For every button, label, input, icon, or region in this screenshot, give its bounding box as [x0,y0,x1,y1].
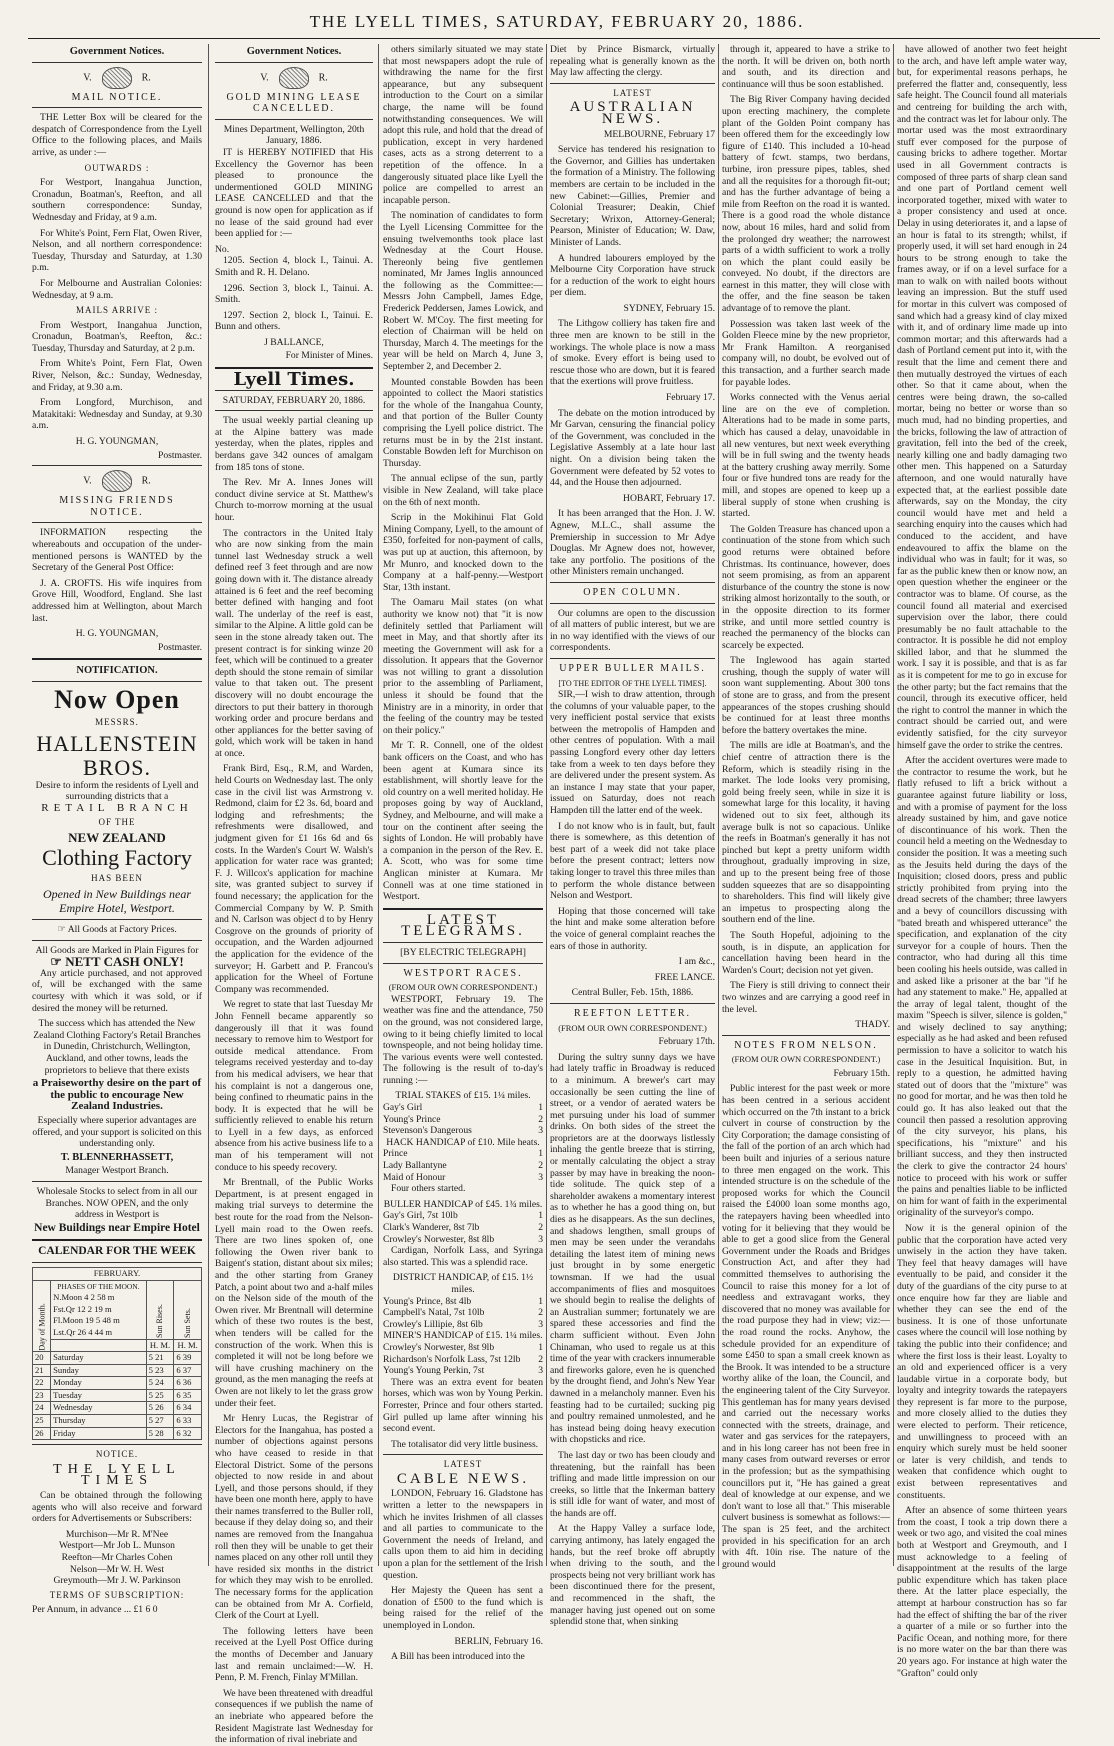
section-heading: Government Notices. [246,46,342,57]
calendar-row: 26 Friday 5 28 6 32 [33,1427,202,1440]
news-paragraph: The Inglewood has again started crushing, though the supply of water will soon want supplementing. About 300 tons of stone are to grass, and from the present appearances of the stopes crushing should be continued for at least three months before the battery overtakes the mine. [722,655,890,736]
race-result-row: Gay's Girl 1 [383,1102,543,1114]
moon-phase-row: N.Moon 4 2 58 m [53,1292,115,1303]
calendar-row: 25 Thursday 5 27 6 33 [33,1415,202,1428]
coat-of-arms-icon [102,67,132,89]
coat-of-arms-icon [279,67,309,89]
calendar-title: CALENDAR FOR THE WEEK [38,1245,196,1258]
column-5: through it, appeared to have a strike to the north. It will be driven on, both north and south, and its direction and continuance will thus be soon established. The Big River Company having decided upon erecting machinery, the complete plant of the Golden Point company has been offered them for the exceedingly low figure of £140. This included a 10-head battery of fcwt. stamps, two berdans, turbine, iron pressure pipes, tables, shed and all the requisites for a thorough fit-out; and has the further advantage of being a mile from Reefton on the road it is wanted. There is a good road the whole distance now, about 16 miles, hard and solid from the prolonged dry weather; the narrowest parts of a width sufficient to work a trolly on which the plant could easily be conveyed. No doubt, if the directors are earnest in this matter, they will close with the offer, and the fine season be taken advantage of to remove the plant. Possession was taken last week of the Golden Fleece mine by the new proprietor, Mr Frank Hamilton. A reorganised company will, no doubt, be evolved out of this transaction, and a further search made for payable lodes. Works connected with the Venus aerial line are on the eve of completion. Alterations had to be made in some parts, which has caused a delay, unavoidable in all new ventures, but next week everything will be in full swing and the twenty heads at the battery crushing away merrily. Some four or five hundred tons are ready for the mill, and stopes are opened to keep up a liberal supply of stone when crushing is started. The Golden Treasure has chanced upon a continuation of the stone from which such good returns were obtained before Christmas. Its continuance, however, does not seem promising, as from an apparent disturbance of the country the stone is now striking almost horizontally to the south, or in the opposite direction to its former strike, and until more settled country is reached the permanency of the blocks can scarcely be expected. The Inglewood has again started crushing, though the supply of water will soon want supplementing. About 300 tons of stone are to grass, and from the present appearances of the stopes crushing should be continued for at least three months before the battery overtakes the mine. The mills are idle at Boatman's, and the chief centre of attraction there is the Reform, which is steadily rising in the market. The lode looks very promising, gold being freely seen, while in size it is somewhat large for this locality, it having widened out to six feet, although its average bulk is not so capacious. Unlike the reefs in Boatman's generally it has not pinched but kept a pretty uniform width throughout, gradually improving in size, and up to the present being free of those sudden squeezes that are so disappointing to shareholders. This find will likely give an impetus to prospecting along the southern end of the line. The South Hopeful, adjoining to the south, is in dispute, an application for cancellation having been heard in the Warden's Court; decision not yet given. The Fiery is still driving to connect their two winzes and are carrying a good reef in the level. THADY. NOTES FROM NELSON. (FROM OUR OWN CORRESPONDENT.) February 15th. Public interest for the past week or more has been centred in a serious accident which occurred on the 7th instant to a brick culvert in course of construction by the City Corporation; the damage consisting of the fall of the portion of an arch which had been built and injuries of a serious nature to three men engaged on the work. This intended structure is on the schedule of the proposed works for which the Council raised the £4000 loan some months ago, the ratepayers having been wheedled into voting for it believing that they would be able to get a good slice from the General Government under the Roads and Bridges Construction Act, and after they had committed themselves to authorising the Council to raise this money for a lot of needless and extravagant works, they discovered that no money was available for the road purpose they had in view; viz:—the road round the rocks. Anyhow, the schedule provided for an expenditure of some £450 to span a small creek known as the Brook. It was intended to be a structure worthy alike of the loan, the Council, and the engineering talent of the City Surveyor. This gentleman has for many years devised and carried out the necessary works connected with the streets, drainage, and water and gas services for the ratepayers, and in his long career has not been free in many cases from outward reverses or error in the profession; but as the sympathising councillors put it, "He has gained a great deal of knowledge at our expense, and we don't want to lose all that." This miserable culvert business is somewhat as follows:—The span is 25 feet, and the architect provided in his specification for an arch with 4ft. 10in rise. The nature of the ground would [722,44,890,1570]
news-paragraph: through it, appeared to have a strike to the north. It will be driven on, both north and south, and its direction and continuance will thus be soon established. [722,44,890,90]
calendar-row: 22 Monday 5 24 6 36 [33,1377,202,1390]
missing-friends-title: MISSING FRIENDS NOTICE. [59,495,175,518]
signature: H. G. YOUNGMAN, [75,436,159,448]
editorial-paragraph: The usual weekly partial cleaning up at the Alpine battery was made yesterday, when the plates, ripples and berdans gave 342 ounces of amalgam from 185 tons of stone. [215,415,373,473]
column-1: Government Notices. V. R. MAIL NOTICE. THE Letter Box will be cleared for the despatch of Correspondence from the Lyell Office to the following places, and Mails arrive, as under :— OUTWARDS : For Westport, Inangahua Junction, Cronadun, Boatman's, Reefton, and all southern correspondence: Sunday, Wednesday and Friday, at 9 a.m. For White's Point, Fern Flat, Owen River, Nelson, and all northern correspondence: Tuesday, Thursday and Saturday, at 1.30 p.m. For Melbourne and Australian Colonies: Wednesday, at 9 a.m. MAILS ARRIVE : From Westport, Inangahua Junction, Cronadun, Boatman's, Reefton, &c.: Tuesday, Thursday and Saturday, at 2 p.m. From White's Point, Fern Flat, Owen River, Nelson, &c.: Sunday, Wednesday, and Friday, at 9.30 a.m. From Longford, Murchison, and Matakitaki: Wednesday and Sunday, at 9.30 a.m. H. G. YOUNGMAN, Postmaster. V. R. MISSING FRIENDS NOTICE. INFORMATION respecting the whereabouts and occupation of the under-mentioned persons is WANTED by the Secretary of the General Post Office: J. A. CROFTS. His wife inquires from Grove Hill, Woodford, England. She last addressed him at Wellington, about March last. H. G. YOUNGMAN, Postmaster. NOTIFICATION. Now Open MESSRS. HALLENSTEIN BROS. Desire to inform the residents of Lyell and surrounding districts that a RETAIL BRANCH OF THE NEW ZEALAND Clothing Factory HAS BEEN Opened in New Buildings near Empire Hotel, Westport. ☞ All Goods at Factory Prices. All Goods are Marked in Plain Figures for ☞ NETT CASH ONLY! Any article purchased, and not approved of, will be exchanged with the same courtesy with which it was sold, or if desired the money will be returned. The success which has attended the New Zealand Clothing Factory's Retail Branches in Dunedin, Christchurch, Wellington, Auckland, and other towns, leads the proprietors to believe that there exists a Praiseworthy desire on the part of the public to encourage New Zealand Industries. Especially where superior advantages are offered, and your support is solicited on this understanding only. T. BLENNERHASSETT, Manager Westport Branch. Wholesale Stocks to select from in all our Branches. NOW OPEN, and the only address in Westport is New Buildings near Empire Hotel CALENDAR FOR THE WEEK FEBRUARY. Day of Month. PHASES OF THE MOON. N.Moon 4 2 58 m Fst.Qr 12 2 19 m Fl.Moon 19 5 48 m Lst.Qr 26 4 44 m Sun Rises. Sun Sets. H. M. H. M. 20 Saturday 5 21 6 39 21 Sunday 5 23 6 37 22 Monday 5 24 6 36 23 Tuesday 5 25 6 35 24 Wednesday 5 26 6 34 25 Thursday 5 27 6 33 26 Friday 5 28 6 32 NOTICE. THE LYELL TIMES Can be obtained through the following agents who will also receive and forward orders for Advertisements or Subscribers: Murchison—Mr R. M'Nee Westport—Mr Job L. Munson Reefton—Mr Charles Cohen Nelson—Mr W. H. West Greymouth—Mr J. W. Parkinson TERMS OF SUBSCRIPTION: Per Annum, in advance ... £1 6 0 [32,46,202,1616]
race-result-row: Young's Prince, 8st 4lb 1 [383,1295,543,1307]
column-rule [208,44,209,1566]
calendar-row: 20 Saturday 5 21 6 39 [33,1352,202,1365]
lease-list [215,255,373,333]
race-result-row: Young's Young Perkin, 7st 3 [383,1365,543,1377]
race-result-row: Stevenson's Dangerous 3 [383,1125,543,1137]
calendar-table: FEBRUARY. Day of Month. PHASES OF THE MOON. N.Moon 4 2 58 m Fst.Qr 12 2 19 m Fl.Moon 19 5 48 m Lst.Qr 26 4 44 m Sun Rises. Sun Sets. H. M. H. M. 20 Saturday 5 21 6 39 21 Sunday 5 23 6 37 22 Monday 5 24 6 36 23 Tuesday 5 25 6 35 24 Wednesday 5 26 6 34 25 Thursday 5 27 6 33 26 Friday 5 28 6 32 [32,1267,202,1440]
news-paragraph: The South Hopeful, adjoining to the south, is in dispute, an application for cancellation having been heard in the Warden's Court; decision not yet given. [722,929,890,976]
australian-news-heading: AUSTRALIAN NEWS. [569,99,696,127]
calendar-row: 23 Tuesday 5 25 6 35 [33,1389,202,1402]
race-result-row: Richardson's Norfolk Lass, 7st 12lb 2 [383,1353,543,1365]
paper-title: Lyell Times. [233,369,355,391]
cable-news-heading: CABLE NEWS. [396,1470,530,1487]
advertiser-name: HALLENSTEIN BROS. [36,730,198,780]
race-result-row: Clark's Wanderer, 8st 7lb 2 [383,1222,543,1233]
news-paragraph: After an absence of some thirteen years from the coast, I took a trip down there a week or two ago, and visited the coal mines both at Westport and Greymouth, and I must acknowledge to a feeling of disappointment at the results of the large public expenditure which has taken place there. At the latter place especially, the attempt at harbour construction has so far had the effect of shifting the bar of the river a quarter of a mile or so further into the Pacific Ocean, and nothing more, for there is no more water on the bar than there was 20 years ago. For instance at high water the "Grafton" could only [897,1505,1067,1679]
pointing-hand-icon: ☞ [50,954,66,970]
letter-paragraph: SIR,—I wish to draw attention, through the columns of your valuable paper, to the very inefficient postal service that exists between the metropolis of Hampden and other centres of population. With a mail passing Longford every other day letters take from a week to ten days before they are delivered under the present system. As an instance I may state that your paper, issued on Saturday, does not reach Hampden till the latter end of the week. [550,689,715,817]
race-results [383,1148,543,1183]
pointing-hand-icon: ☞ [57,924,68,936]
agent-entry: Greymouth—Mr J. W. Parkinson [53,1575,181,1587]
news-paragraph: A hundred labourers employed by the Melbourne City Corporation have struck for a reduction of the work to eight hours per diem. [550,252,715,299]
letter-paragraphs [550,689,715,952]
royal-crest: V. R. [32,470,202,492]
editorial-paragraph: Frank Bird, Esq., R.M, and Warden, held Courts on Wednesday last. The only case in the civil list was Armstrong v. Redmond, claim for £2 3s. 6d, board and lodging and refreshments; the refreshments were disallowed, and judgment given for £1 16s 6d and 6s costs. In the Warden's Court W. Walsh's application for water race was granted; F. J. Willcox's application for machine site, was granted subject to survey if found necessary; the application for the Commercial Company by W. P. Smith and N. Carlson was object d to by Henry Cosgrove on the grounds of priority of occupation, and the Warden adjourned the application for the evidence of the surveyor; H. Garbett and P. Francou's application for the Wheel of Fortune Company was recommended. [215,763,373,995]
calendar-row: 24 Wednesday 5 26 6 34 [33,1402,202,1415]
moon-phases [53,1292,144,1338]
column-6 [897,44,1067,1679]
letter-paragraph: Hoping that those concerned will take the hint and make some alteration before the voice of general complaint reaches the ears of those in authority. [550,905,715,952]
news-paragraphs [550,144,715,299]
masthead-rule [28,38,1100,39]
mail-notice-text: THE Letter Box will be cleared for the despatch of Correspondence from the Lyell Office to the following places, and Mails arrive, as under :— [32,112,202,158]
column-rule [893,44,894,1566]
notes-from-nelson-heading: NOTES FROM NELSON. [734,1039,878,1051]
news-paragraph: Now it is the general opinion of the public that the corporation have acted very unwisely in the action they have taken. They feel that heavy damages will have eventually to be paid, and consider it the duty of the guardians of the city purse to at once enquire how far they are liable and whether they can see the end of the business. It is one of those unfortunate cases where the council will lose nothing by taking the public into their confidence; and where the first loss is their least. Loyalty to an old and experienced officer is a very laudable virtue in a corporate body, but loyalty and integrity towards the ratepayers they represent is far more to the purpose, and more closely allied to the duties they were elected to perform. Their reticence, and unwillingness to proceed with an enquiry which surely must be held sooner or later is very childish, and tends to weaken that confidence which ought to exist between representatives and constituents. [897,1222,1067,1501]
lyell-times-notice-title: THE LYELL TIMES [53,1461,181,1489]
moon-phase-row: Fst.Qr 12 2 19 m [53,1303,112,1314]
race-result-row: Young's Prince 2 [383,1113,543,1125]
race-results [383,1102,543,1137]
column-rule [718,44,719,1566]
mail-notice-title: MAIL NOTICE. [71,91,163,103]
notification-heading: NOTIFICATION. [76,665,158,677]
editorial-paragraph: We regret to state that last Tuesday Mr John Fennell became apparently so dangerously ill that it was found necessary to remove him to Westport for outside medical attendance. From telegrams received yesterday and to-day from his medical advisers, we hear that his complaint is not a dangerous one, being confined to rheumatic pains in the body. It is expected that he will be sufficiently relieved to enable his return to Lyell in a few days, as enforced absence from his active business life to a man of his temperament will not conduce to his speedy recovery. [215,999,373,1173]
news-paragraph: have allowed of another two feet height to the arch, and have left ample water way, but, for experimental reasons perhaps, he preferred the flatter and, consequently, less safe height. The Council found all materials and centreing for building the arch with, and the contract was let for labour only. The mortar used was the most extraordinary stuff ever composed for the purpose of causing bricks to adhere together. Mortar used in all Government contracts is composed of three parts of sharp clean sand and one part of Portland cement well incorporated together, mixed with water to a proper consistency and used at once. Delay in using deteriorates it, and a lapse of an hour is fatal to its strength; whilst, if properly used, it will set hard enough in 24 hours to be strong enough to take the frames away, or if on a level surface for a man to walk on with nailed boots without leaving an impression. But the stuff used for mortar in this culvert was composed of sand which had a greasy kind of clay mixed with it, and of ordinary lime made up into common mortar; and this afterwards had a dash of Portland cement put into it, with the result that the lime and cement there and then mutually destroyed the virtues of each other. So that it came about, when the centres were being drawn, the so-called mortar, being no better or worse than so much mud, had no binding properties, and the bricks, following the law of attraction of gravitation, fell into the bed of the creek, nearly killing one and badly damaging two other men. This happened on a Saturday afternoon, and one would naturally have expected that, at the earliest possible date afterwards, say on the Monday, the city council would have met and held a searching enquiry into the causes which had conduced to the accident, and have endeavoured to affix the blame on the individual who was in fault; for it was, so far as the public knew then or know now, an open question whether the engineer or the contractor was to blame. Of course, as the council found all material and exercised supervision over the labor, there could presumably be no fault attachable to the contractor. It is possible he did not employ skilled labor, and that he slummed the work. I say it is possible, and that is as far as it is competent for me to go in excuse for the other party; but the fact remains that the council, through its executive officer, held the right to control the manner in which the contract should be carried out, and were evidently satisfied, for the city surveyor himself gave the order to strike the centres. [897,44,1067,751]
column-2: Government Notices. V. R. GOLD MINING LEASE CANCELLED. Mines Department, Wellington, 20th January, 1886. IT is HEREBY NOTIFIED that His Excellency the Governor has been pleased to pronounce the undermentioned GOLD MINING LEASE CANCELLED and that the ground is now open for application as if no lease of the said ground had ever been applied for :— No. 1205. Section 4, block I., Tainui. A. Smith and R. H. Delano. 1296. Section 3, block I., Tainui. A. Smith. 1297. Section 2, block I., Tainui. E. Bunn and others. J BALLANCE, For Minister of Mines. Lyell Times. SATURDAY, FEBRUARY 20, 1886. The usual weekly partial cleaning up at the Alpine battery was made yesterday, when the plates, ripples and berdans gave 342 ounces of amalgam from 185 tons of stone. The Rev. Mr A. Innes Jones will conduct divine service at St. Matthew's Church to-morrow morning at the usual hour. The contractors in the United Italy who are now sinking from the main tunnel last Wednesday struck a well defined reef 3 feet through and are now going down with it. The distance already attained is 6 feet and the reef becoming better defined with hanging and foot wall. The underlay of the reef is east, similar to the Alpine. A little gold can be seen in the stone already taken out. The present contract is for sinking winze 20 feet, which will be continued to a greater depth should the stone remain of similar value to that taken out. The present discovery will no doubt encourage the directors to put their battery in thorough working order and procure berdans and other appliances for the better saving of gold, which work will be taken in hand at once. Frank Bird, Esq., R.M, and Warden, held Courts on Wednesday last. The only case in the civil list was Armstrong v. Redmond, claim for £2 3s. 6d, board and lodging and refreshments; the refreshments were disallowed, and judgment given for £1 16s 6d and 6s costs. In the Warden's Court W. Walsh's application for water race was granted; F. J. Willcox's application for machine site, was granted subject to survey if found necessary; the application for the Commercial Company by W. P. Smith and N. Carlson was object d to by Henry Cosgrove on the grounds of priority of occupation, and the Warden adjourned the application for the evidence of the surveyor; H. Garbett and P. Francou's application for the Wheel of Fortune Company was recommended. We regret to state that last Tuesday Mr John Fennell became apparently so dangerously ill that it was found necessary to remove him to Westport for outside medical attendance. From telegrams received yesterday and to-day from his medical advisers, we hear that his complaint is not a dangerous one, being confined to rheumatic pains in the body. It is expected that he will be sufficiently relieved to enable his return to Lyell in a few days, as enforced absence from his active business life to a man of his temperament will not conduce to his speedy recovery. Mr Brentnall, of the Public Works Department, is at present engaged in making trial surveys to determine the best route for the road from the Nelson-Lyell main road to the Owen reefs. There are two lines spoken of, one following the Owen river bank to Baigent's station, distant about six miles; and the other starting from Graney Patch, a point about two and a-half miles on the Nelson side of the mouth of the Owen river. Mr Brentnall will determine which of these two routes is the best, when tenders will be called for the construction of the work. When this is completed it will not be long before we will have crushing machinery on the ground, as the men managing the reefs at Owen are not likely to let the grass grow under their feet. Mr Henry Lucas, the Registrar of Electors for the Inangahua, has posted a number of objections against persons who have ceased to reside in that Electoral District. Some of the persons objected to now reside in and about Lyell, and those persons should, if they have been one month here, apply to have their names transferred to the Buller roll, because if they delay doing so, and their names are removed from the Inangahua roll then they will be unable to get their names placed on any other roll until they have resided six months in the district for which they may wish to be enrolled. The necessary forms for the application can be obtained from Mr A. Corfield, Clerk of the Court at Lyell. The following letters have been received at the Lyell Post Office during the months of December and January last and remain unclaimed:—W. H. Penn, P. M. French, Finlay M'Millan. We have been threatened with dreadful consequences if we publish the name of an inebriate who appeared before the Resident Magistrate last Wednesday for the information of rival inebriate and [215,46,373,1746]
news-paragraph: The mills are idle at Boatman's, and the chief centre of attraction there is the Reform, which is steadily rising in the market. The lode looks very promising, gold being freely seen, while in size it is somewhat large for this locality, it having widened out to six feet, although its average bulk is not so capacious. Unlike the reefs in Boatman's generally it has not pinched but kept a pretty uniform width throughout, gradually improving in size, and up to the present being free of those sudden squeezes that are so disappointing to shareholders. This find will likely give an impetus to prospecting along the southern end of the line. [722,740,890,926]
editorial-paragraph: The Oamaru Mail states (on what authority we know not) that "it is now definitely settled that Parliament will meet in May, and that shortly after its meeting the Government will ask for a dissolution. It appears that the Governor was not willing to grant a dissolution prior to the assembling of Parliament, unless it should be found that the Ministry are in a minority, in order that the feeling of the country may be tested on their policy." [383,597,543,736]
now-open-banner: Now Open [54,684,180,714]
editorial-paragraph: The annual eclipse of the sun, partly visible in New Zealand, will take place on the 6th of next month. [383,473,543,508]
agent-entry: Reefton—Mr Charles Cohen [61,1552,173,1563]
royal-crest: V. R. [215,67,373,89]
news-paragraph: Works connected with the Venus aerial line are on the eve of completion. Alterations had to be made in some parts, which has caused a delay, unavoidable in all new ventures, but next week everything will be in full swing and the twenty heads at the battery crushing away merrily. Some four or five hundred tons are ready for the mill, and stopes are opened to keep up a liberal supply of stone when crushing is started. [722,392,890,520]
news-paragraph: The Golden Treasure has chanced upon a continuation of the stone from which such good returns were obtained before Christmas. Its continuance, however, does not seem promising, as from an apparent disturbance of the country the stone is now striking almost horizontally to the south, or in the opposite direction to its former strike, and until more settled country is reached the permanency of the blocks can scarcely be expected. [722,523,890,651]
race-result-row: Campbell's Natal, 7st 10lb 2 [383,1307,543,1319]
agents-list [32,1529,202,1587]
news-paragraph: The Big River Company having decided upon erecting machinery, the complete plant of the Golden Point company has been offered them for the exceedingly low figure of £140. This included a 10-head battery of fcwt. stamps, two berdans, turbine, iron pressure pipes, tables, shed and all the requisites for a thorough fit-out; and has the further advantage of being a mile from Reefton on the road it is wanted. There is a good road the whole distance now, about 16 miles, hard and solid from the prolonged dry weather; the narrowest parts of a width sufficient to work a trolly on which the plant could easily be conveyed. No doubt, if the directors are earnest in this matter, they will close with the offer, and the fine season be taken advantage of to remove the plant. [722,94,890,315]
column-rule [546,44,547,1566]
agent-entry: Nelson—Mr W. H. West [69,1563,165,1575]
news-paragraphs [722,44,890,1015]
lease-entry: 1205. Section 4, block I., Tainui. A. Smith and R. H. Delano. [215,255,373,278]
news-paragraph: Service has tendered his resignation to the Governor, and Gillies has undertaken the formation of a Ministry. The following members are certain to be included in the new Cabinet:—Gillies, Premier and Colonial Treasurer; Deakin, Chief Secretary; Wrixon, Attorney-General; Pearson, Minister of Education; W. Daw, Minister of Lands. [550,144,715,248]
editorial-paragraph: We have been threatened with dreadful consequences if we publish the name of an inebriate who appeared before the Resident Magistrate last Wednesday for the information of rival inebriate and [215,1687,373,1746]
masthead: THE LYELL TIMES, SATURDAY, FEBRUARY 20, 1886. [309,12,805,31]
editorial-paragraph: The contractors in the United Italy who are now sinking from the main tunnel last Wednesday struck a well defined reef 3 feet through and are now going down with it. The distance already attained is 6 feet and the reef becoming better defined with hanging and foot wall. The underlay of the reef is east, similar to the Alpine. A little gold can be seen in the stone already taken out. The present contract is for sinking winze 20 feet, which will be continued to a greater depth should the stone remain of similar value to that taken out. The present discovery will no doubt encourage the directors to put their battery in thorough working order and procure berdans and other appliances for the better saving of gold, which work will be taken in hand at once. [215,527,373,759]
coat-of-arms-icon [102,470,132,492]
column-4: Diet by Prince Bismarck, virtually repealing what is generally known as the May law affecting the clergy. LATEST AUSTRALIAN NEWS. MELBOURNE, February 17 Service has tendered his resignation to the Governor, and Gillies has undertaken the formation of a Ministry. The following members are certain to be included in the new Cabinet:—Gillies, Premier and Colonial Treasurer; Deakin, Chief Secretary; Wrixon, Attorney-General; Pearson, Minister of Education; W. Daw, Minister of Lands. A hundred labourers employed by the Melbourne City Corporation have struck for a reduction of the work to eight hours per diem. SYDNEY, February 15. The Lithgow colliery has taken fire and three men are known to be still in the workings. The whole place is now a mass of smoke. Every effort is being used to rescue those who are down, but it is feared that the exertions will prove fruitless. February 17. The debate on the motion introduced by Mr Garvan, censuring the financial policy of the Government, was concluded in the Legislative Assembly at a late hour last night. On a division being taken the Government were defeated by 52 votes to 44, and the House then adjourned. HOBART, February 17. It has been arranged that the Hon. J. W. Agnew, M.L.C., shall assume the Premiership in succession to Mr Adye Douglas. Mr Agnew does not, however, take any portfolio. The positions of the other Ministers remain unchanged. OPEN COLUMN. Our columns are open to the discussion of all matters of public interest, but we are in no way identified with the views of our correspondents. UPPER BULLER MAILS. [TO THE EDITOR OF THE LYELL TIMES]. SIR,—I wish to draw attention, through the columns of your valuable paper, to the very inefficient postal service that exists between the metropolis of Hampden and other centres of population. With a mail passing Longford every other day letters take from a week to ten days before they are delivered under the present system. As an instance I may state that your paper, issued on Saturday, does not reach Hampden till the latter end of the week. I do not know who is in fault, but, fault there is somewhere, as this detention of best part of a week did not take place before the present contract; letters now taking longer to travel this three miles than to perform the whole distance between Nelson and Westport. Hoping that those concerned will take the hint and make some alteration before the voice of general complaint reaches the ears of those in authority. I am &c., FREE LANCE. Central Buller, Feb. 15th, 1886. REEFTON LETTER. (FROM OUR OWN CORRESPONDENT.) February 17th. During the sultry sunny days we have had lately traffic in Broadway is reduced to a minimum. A brewer's cart may occasionally be seen cutting the line of street, or a vendor of aerated waters be met pursuing under his load of summer drinks. On both sides of the street the proprietors are at the doorways listlessly inhaling the gentle breeze that is stirring, or mentally calculating the object a stray passer by may have in breaking the noon-tide solitude. The quick step of a shareholder awakens a momentary interest as to whether he has a good thing on, but dies as he disappears. As the sun declines, and shadows lengthen, small groups of men may be seen under the verandahs detailing the latest item of mining news just brought in by some energetic townsman. If we had the usual accompaniments of flies and mosquitoes we should begin to realise the delights of an Australian summer; fortunately we are spared these accessories and find the charm sufficient without. Even John Chinaman, who used to regale us at this time of the year with crackers innumerable and fireworks galore, even he is quenched by the drought fiend, and John's New Year dawned in a melancholy manner. Even his feasting had to be curtailed; sucking pig and poultry remained unmolested, and he has instead being doing heavy execution with chopsticks and rice. The last day or two has been cloudy and threatening, but the rainfall has been trifling and made little impression on our creeks, so little that the Inkerman battery is still idle for want of water, and most of the hands are off. At the Happy Valley a surface lode, carrying antimony, has lately engaged the hands, but the reef broke off abruptly when driving to the south, and the prospects being not very brilliant work has been discontinued there for the present, and recommenced in the shaft, the manager having just opened out on some splendid stone that, when sinking [550,44,715,1628]
race-result-row: Gay's Girl, 7st 10lb 1 [383,1210,543,1222]
editorial-paragraphs [383,44,543,903]
race-results [383,1342,543,1377]
column-3: others similarly situated we may state that most newspapers adopt the rule of withdrawing the name for the first appearance, but any subsequent introduction to the Court on a similar charge, the name will be found notwithstanding consequences. We will adopt this rule, and hold that the dread of publication, except in very hardened cases, acts as a strong deterrent to a repetition of the offence. In a dangerously situated place like Lyell the police are compelled to arrest an incapable person. The nomination of candidates to form the Lyell Licensing Committee for the ensuing twelvemonths took place last Wednesday at the Court House. Thereonly being five gentlemen nominated, Mr James Inglis announced the following as the Committee:—Messrs John Campbell, James Edge, Frederick Peddersen, James Lowick, and Robert W. M'Coy. The first meeting for election of Chairman will be held on Thursday, March 4. The meetings for the year will be held on March 4, June 3, September 2, and December 2. Mounted constable Bowden has been appointed to collect the Maori statistics for the whole of the Inangahua County, and that portion of the Buller County comprising the Lyell police district. The returns must be in by the 21st instant. Constable Bowden left for Murchison on Thursday. The annual eclipse of the sun, partly visible in New Zealand, will take place on the 6th of next month. Scrip in the Mokihinui Flat Gold Mining Company, Lyell, to the amount of £350, forfeited for non-payment of calls, was put up at auction, this afternoon, by Mr Munro, and knocked down to the Company at a half-penny.—Westport Star, 13th instant. The Oamaru Mail states (on what authority we know not) that "it is now definitely settled that Parliament will meet in May, and that shortly after its meeting the Government will ask for a dissolution. It appears that the Governor was not willing to grant a dissolution prior to the assembling of Parliament, unless it should be found that the Ministry are in a minority, in order that the feeling of the country may be tested on their policy." Mr T. R. Connell, one of the oldest bank officers on the Coast, and who has been agent at Kumara since its establishment, will shortly leave for the old country on a well merited holiday. He proposes going by way of Auckland, Sydney, and Melbourne, and will make a tour on the continent after seeing the sights of London. He will probably have a companion in the person of the Rev. E. A. Scott, who was for some time Anglican minister at Kumara. Mr Connell was at one time stationed in Westport. LATEST TELEGRAMS. [BY ELECTRIC TELEGRAPH] WESTPORT RACES. (FROM OUR OWN CORRESPONDENT.) WESTPORT, February 19. The weather was fine and the attendance, 750 on the ground, was not considered large, owing to it being chiefly limited to local townspeople, and not being holiday time. The various events were well contested. The following is the result of to-day's running :— TRIAL STAKES of £15. 1¼ miles. Gay's Girl 1 Young's Prince 2 Stevenson's Dangerous 3 HACK HANDICAP of £10. Mile heats. Prince 1 Lady Ballantyne 2 Maid of Honour 3 Four others started. BULLER HANDICAP of £45. 1¾ miles. Gay's Girl, 7st 10lb 1 Clark's Wanderer, 8st 7lb 2 Crowley's Norwester, 8st 8lb 3 Cardigan, Norfolk Lass, and Syringa also started. This was a splendid race. DISTRICT HANDICAP, of £15. 1½ miles. Young's Prince, 8st 4lb 1 Campbell's Natal, 7st 10lb 2 Crowley's Lillipie, 8st 6lb 3 MINER'S HANDICAP of £15. 1¼ miles. Crowley's Norwester, 8st 9lb 1 Richardson's Norfolk Lass, 7st 12lb 2 Young's Young Perkin, 7st 3 There was an extra event for beaten horses, which was won by Young Perkin. Forrester, Prince and four others started. Girl pulled up lame after winning his second event. The totalisator did very little business. LATEST CABLE NEWS. LONDON, February 16. Gladstone has written a letter to the newspapers in which he invites Irishmen of all classes and all parties to communicate to the Government the needs of Ireland, and calls upon them to aid him in deciding upon a plan for the settlement of the Irish question. Her Majesty the Queen has sent a donation of £500 to the fund which is being raised for the relief of the unemployed in London. BERLIN, February 16. A Bill has been introduced into the [383,44,543,1663]
editorial-paragraph: Scrip in the Mokihinui Flat Gold Mining Company, Lyell, to the amount of £350, forfeited for non-payment of calls, was put up at auction, this afternoon, by Mr Munro, and knocked down to the Company at a half-penny.—Westport Star, 13th instant. [383,512,543,593]
race-result-row: Crowley's Lillipie, 8st 6lb 3 [383,1318,543,1330]
editorial-paragraph: The following letters have been received at the Lyell Post Office during the months of December and January last and remain unclaimed:—W. H. Penn, P. M. French, Finlay M'Millan. [215,1625,373,1684]
race-result-row: Crowley's Norwester, 8st 9lb 1 [383,1341,543,1353]
news-paragraph: After the accident overtures were made to the contractor to resume the work, but he flatly refused to lift a brick without a guarantee against future liability or loss, and with a promise of payment for the loss already sustained by him, and gave notice of discontinuance of his work. Then the council held a meeting on the Wednesday to consider the position. It was a meeting such as the Jesuits held during the days of the Inquisition; closed doors, press and public strictly prohibited from prying into the dread secrets of the chamber; three lawyers and a bevy of councillors discussing with "bated breath and whispered utterance" the specification, and explanation of the city surveyor for a couple of hours. Then the contractor, who had during all this time been cooling his heels outside, was called in and asked like a prisoner at the bar "if he had any statement to make." He, appalled at the array of legal talent, thought of the maxim "Speech is silver, silence is golden," and wisely declined to say anything; especially as he had asked and been refused permission to have a solicitor to watch his case in the Jesuitical Inquisition. But, in reply to a question, he admitted having stated out of doors that the "mixture" was no good for mortar, and he was then told he could go. It has also leaked out that the council then passed a resolution approving of the city surveyor, his plans, his specifications, his "mixture" and his brilliant success, and they then instructed the clerk to give the contractor 24 hours' notice to proceed with his work or suffer the pains and penalties liable to be inflicted on him for want of faith in the experimental originality of the surveyor's compo. [897,755,1067,1219]
race-result-row: Lady Ballantyne 2 [383,1160,543,1172]
lease-entry: 1297. Section 2, block I., Tainui. E. Bunn and others. [215,309,373,333]
editorial-paragraph: The Rev. Mr A. Innes Jones will conduct divine service at St. Matthew's Church to-morrow morning at the usual hour. [215,477,373,523]
editorial-paragraph: Mr T. R. Connell, one of the oldest bank officers on the Coast, and who has been agent at Kumara since its establishment, will shortly leave for the old country on a well merited holiday. He proposes going by way of Auckland, Sydney, and Melbourne, and will make a tour on the continent after seeing the sights of London. He will probably have a companion in the person of the Rev. E. A. Scott, who was for some time Anglican minister at Kumara. Mr Connell was at one time stationed in Westport. [383,740,543,903]
news-paragraph: Possession was taken last week of the Golden Fleece mine by the new proprietor, Mr Frank Hamilton. A reorganised company will, no doubt, be evolved out of this transaction, and a further search made for payable lodes. [722,318,890,388]
race-result-row: Maid of Honour 3 [383,1171,543,1183]
letter-paragraph: I do not know who is in fault, but, fault there is somewhere, as this detention of best part of a week did not take place before the present contract; letters now taking longer to travel this three miles than to perform the whole distance between Nelson and Westport. [550,820,715,902]
editorial-paragraph: The nomination of candidates to form the Lyell Licensing Committee for the ensuing twelvemonths took place last Wednesday at the Court House. Thereonly being five gentlemen nominated, Mr James Inglis announced the following as the Committee:—Messrs John Campbell, James Edge, Frederick Peddersen, James Lowick, and Robert W. M'Coy. The first meeting for election of Chairman will be held on Thursday, March 4. The meetings for the year will be held on March 4, June 3, September 2, and December 2. [383,210,543,373]
moon-phase-row: Lst.Qr 26 4 44 m [53,1326,113,1337]
reefton-letter-heading: REEFTON LETTER. [573,1007,692,1019]
news-paragraphs [897,44,1067,1679]
race-results [383,1296,543,1331]
agent-entry: Westport—Mr Job L. Munson [59,1540,175,1552]
calendar-row: 21 Sunday 5 23 6 37 [33,1364,202,1377]
latest-telegrams-heading: LATEST TELEGRAMS. [401,911,525,940]
column-rule [378,44,379,1566]
issue-date: SATURDAY, FEBRUARY 20, 1886. [222,394,366,406]
lease-entry: 1296. Section 3, block I., Tainui. A. Smith. [215,282,373,306]
editorial-paragraph: others similarly situated we may state that most newspapers adopt the rule of withdrawing the name for the first appearance, but any subsequent introduction to the Court on a similar charge, the name will be found notwithstanding consequences. We will adopt this rule, and hold that the dread of publication, except in very hardened cases, acts as a strong deterrent to a repetition of the offence. In a dangerously situated place like Lyell the police are compelled to arrest an incapable person. [383,44,543,206]
clothing-factory-banner: Clothing Factory [42,844,192,870]
editorial-paragraphs [215,415,373,1746]
agent-entry: Murchison—Mr R. M'Nee [65,1528,169,1540]
editorial-paragraph: Mounted constable Bowden has been appointed to collect the Maori statistics for the whole of the Inangahua County, and that portion of the Buller County comprising the Lyell police district. The returns must be in by the 21st instant. Constable Bowden left for Murchison on Thursday. [383,376,543,469]
editorial-paragraph: Mr Brentnall, of the Public Works Department, is at present engaged in making trial surveys to determine the best route for the road from the Nelson-Lyell main road to the Owen reefs. There are two lines spoken of, one following the Owen river bank to Baigent's station, distant about six miles; and the other starting from Graney Patch, a point about two and a-half miles on the Nelson side of the mouth of the Owen river. Mr Brentnall will determine which of these two routes is the best, when tenders will be called for the construction of the work. When this is completed it will not be long before we will have crushing machinery on the ground, as the men managing the reefs at Owen are not likely to let the grass grow under their feet. [215,1177,373,1409]
moon-phase-row: Fl.Moon 19 5 48 m [53,1315,120,1326]
race-result-row: Crowley's Norwester, 8st 8lb 3 [383,1233,543,1245]
section-heading: Government Notices. [69,46,165,57]
editorial-paragraph: Mr Henry Lucas, the Registrar of Electors for the Inangahua, has posted a number of objections against persons who have ceased to reside in that Electoral District. Some of the persons objected to now reside in and about Lyell, and those persons should, if they have been one month here, apply to have their names transferred to the Buller roll, because if they delay doing so, and their names are removed from the Inangahua roll then they will be unable to get their names placed on any other roll until they have resided six months in the district for which they may wish to be enrolled. The necessary forms for the application can be obtained from Mr A. Corfield, Clerk of the Court at Lyell. [215,1413,373,1622]
open-column-heading: OPEN COLUMN. [583,586,682,598]
news-paragraph: The Fiery is still driving to connect their two winzes and are carrying a good reef in the level. [722,980,890,1015]
race-results [383,1210,543,1245]
race-result-row: Prince 1 [383,1148,543,1160]
gold-lease-title: GOLD MINING LEASE CANCELLED. [226,91,362,115]
royal-crest: V. R. [32,67,202,89]
